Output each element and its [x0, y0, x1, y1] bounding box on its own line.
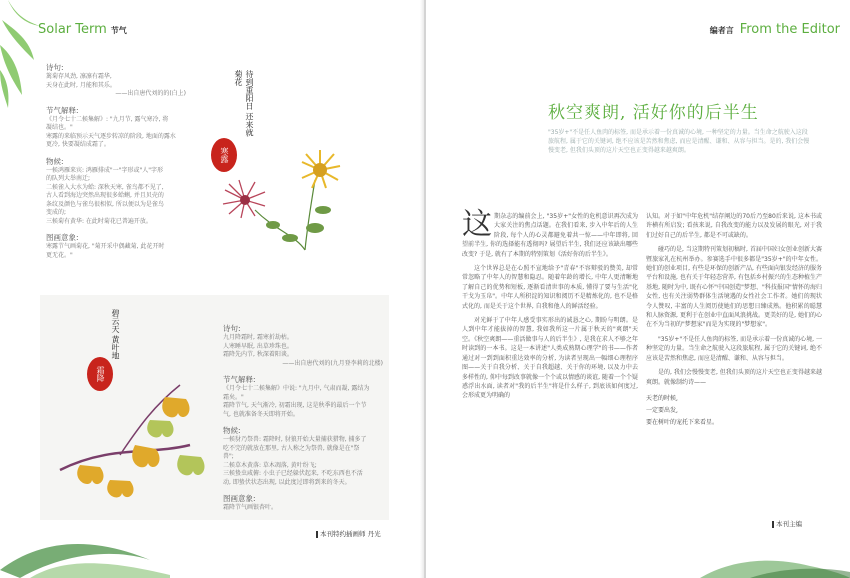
ginkgo-painting	[40, 295, 389, 520]
explain1-heading: 节气解释:	[46, 105, 79, 115]
poem1-attribution: ——出自唐代刘的的(白上)	[115, 90, 186, 97]
poem1-line: 天身在此时, 月能和其乐。	[46, 81, 116, 89]
paragraph: 对光鲜于了中年人感受事实形出的诚恳之心, 期盼与明朗。是人到中年才能拔掉的智慧, 我如我所这一片属于秋天的"爽朗"天空。《秋空爽朗——重活做事与人的后半生》, 是我在求人不够之年时读到的一本书。这是一本讲述"人类成熟期心理学"的书——作者通过对一到到面积重达效率的分析, 为读者呈现出一幅细心理程序图——关于自我分析、关于自我超越、关于你的环境, 以及力中去多样性的, 仰中每到改事就像一个个或以情感的谈谊, 随着一个个疑惑浮出水面, 读者对"我的后半生"将是什么样子, 到底该如何度过, 会形成更为明确的	[462, 317, 638, 400]
article-deck: "35岁+"不是任人鱼肉的标签, 而是承示着一份真诚的心境, 一种坚定的力量。当生命之航驶入这段旅航程, 属于它的关键词, 绝不应该是苦然和焦虑, 而应是清醒、谦和、从容与担当。是的, 我们会慢慢变老, 但我们头顶的这片天空也正变得越来越爽朗。	[548, 129, 810, 154]
image2-heading: 图画意象:	[223, 494, 256, 503]
phenology1-line: 二候雀入大水为蛤: 深秋天寒, 雀鸟都不见了,	[46, 183, 164, 191]
paragraph: 是的, 我们会慢慢变老, 但我们头顶的这片天空也正变得越来越爽朗。就像制约诗——	[646, 369, 822, 386]
phenology2-line: 三候蛰虫咸俯: 小虫子已经躲伏起来, 不吃东西也不活	[223, 470, 363, 477]
left-page	[0, 0, 424, 578]
illustrator-credit	[316, 529, 381, 538]
painting1-seal: 寒露	[211, 138, 237, 172]
editor-header-en: From the Editor	[739, 22, 840, 37]
phenology1-line: 的队列大举南迁;	[46, 175, 91, 182]
poem2-line: 霜降先内节, 秋深着阳谈。	[223, 351, 293, 358]
chrysanthemum-illustration	[195, 60, 365, 272]
han-lu-text-block	[46, 62, 186, 260]
image1-line: 寒露节气画菊花, "菊开采中偶藏菊, 此花开时	[46, 243, 165, 250]
article-column-1	[462, 207, 638, 406]
explain1-line: 凝结也。"	[46, 124, 73, 131]
editor-header	[710, 22, 840, 37]
ink-landscape-decoration	[660, 520, 850, 578]
explain2-line: 《月令七十二候集解》中说: "九月中, 气肃而凝, 露结为	[223, 385, 370, 392]
poem-line: 天老的时候,	[646, 394, 678, 402]
painting2-calligraphy: 碧云天 黄叶地	[111, 309, 120, 360]
painting1-calligraphy: 待到重阳日 还来就菊花	[234, 70, 254, 137]
explain2-line: 霜降节气, 天气渐冷, 初霜出现, 这是秋季的最后一个节	[223, 402, 367, 409]
phenology2-line: 兽";	[223, 453, 234, 460]
phenology1-line: 一候鸿雁来宾: 鸿雁排成"一"字形或"人"字形	[46, 166, 163, 174]
poem1-heading: 诗句:	[46, 63, 64, 72]
drop-cap: 这	[462, 207, 492, 242]
chrysanthemum-painting	[195, 60, 365, 272]
poem2-attribution: ——出自唐代刘的(九月登李莉的北楼)	[282, 359, 383, 367]
poem2-line: 人寒睡早眠, 出草珍珠也。	[223, 342, 293, 350]
phenology2-heading: 物候:	[223, 426, 241, 435]
explain1-line: 寒露的来临预示天气逐步转凉的阶段, 地面的露水	[46, 132, 176, 140]
credit-text: 本刊特约插画师 丹光	[320, 530, 381, 538]
signature-text: 本刊主编	[776, 520, 802, 528]
phenology2-line: 一候豺乃祭兽: 霜降时, 豺狼开始大量捕获猎物, 捕多了	[223, 436, 367, 443]
phenology2-line: 吃不完的就放在那里, 古人称之为祭兽, 就像是在"祭	[223, 444, 360, 452]
poem1-line: 篱菊存风劲, 凛凛有霜华,	[46, 73, 112, 80]
paragraph	[462, 207, 638, 259]
poem2-heading: 诗句:	[223, 324, 241, 333]
phenology1-line: 三候菊有黄华: 在此时菊花已普遍开放。	[46, 217, 152, 225]
paragraph: 这个世界总是在心照不宣地给予"青春"不容辩驳的赞美, 却常常忽略了中年人的智慧和隐忍。随着年龄的增长, 中年人更清晰地了解自己的优势和短板, 逐渐看清世事的本质, 懂得了要与生活"化干戈为玉帛"。中年人所积淀的知识和阅历不是精炼化的, 也不是格式化的, 而是关于这个世界, 自我和他人的鲜活经验。	[462, 265, 638, 310]
explain2-line: 霜矣。"	[223, 393, 244, 401]
poem-line: 一定要出发,	[646, 406, 678, 414]
explain2-heading: 节气解释:	[223, 375, 256, 384]
phenology2-line: 动, 即蛰伏状态出现, 以此度过即将到来的冬天。	[223, 478, 351, 486]
explain2-line: 气, 也就准备冬天即将开始。	[223, 410, 299, 418]
section-header-cn: 节气	[110, 26, 127, 35]
section-header-en: Solar Term	[38, 22, 107, 37]
section-header	[38, 22, 127, 37]
explain1-line: 更冷, 快要凝结成霜了。	[46, 141, 110, 148]
poem-line: 要在树叶的宠托下来看星。	[646, 418, 719, 426]
painting2-seal: 霜降	[87, 357, 113, 391]
shuang-jiang-text-block	[223, 323, 383, 513]
image2-line: 霜降节气画银杏叶。	[223, 504, 278, 511]
article-title: 秋空爽朗, 活好你的后半生	[548, 103, 759, 123]
phenology1-heading: 物候:	[46, 156, 64, 166]
phenology1-line: 条纹及颜色与雀鸟很相似, 所以便以为是雀鸟	[46, 200, 164, 208]
paragraph: 认知。对于如"中年危机"结存阐边的70后乃至80后来说, 这本书或许横有所启发; 看孩来说, 自我改变的能力以及发展的眼光, 对于我们过好自己的后半生, 都是不可或缺的。	[646, 213, 822, 239]
closing-poem	[646, 393, 822, 429]
article-column-2	[646, 212, 822, 429]
ink-brush-decoration	[0, 520, 180, 578]
paragraph-text: 期杂志的编前会上, "35岁+"女性的危机意识再次成为大家关注的焦点话题。在我们看来, 步入中年后的人生阶段, 每个人的心灵都避免着共一惊——中年即将, 回望前半生, 你的选择能有透彻吗? 展望后半生, 我们还应该缺出哪些改变? 于是, 就有了本期的特别策划《活好你的后半生》。	[462, 213, 638, 258]
phenology1-line: 古人看到海边突然出现很多蛤蜊, 并且贝壳的	[46, 192, 164, 199]
editor-header-cn: 编者言	[709, 26, 734, 35]
image1-line: 更无花。"	[46, 251, 73, 259]
image1-heading: 图画意象:	[46, 233, 79, 242]
phenology2-line: 二候草木黄落: 草木凋落, 黄叶纷飞;	[223, 461, 317, 469]
phenology1-line: 变成的;	[46, 209, 67, 216]
poem2-line: 九月降霜时, 霜寒折劫枯。	[223, 334, 293, 341]
explain1-line: 《月令七十二候集解》: "九月节, 露气寒冷, 将	[46, 115, 169, 123]
paragraph: "35岁+"不是任人鱼肉的标签, 而是承示着一份真诚的心境, 一种坚定的力量。当生命之航驶入这段旅航程, 属于它的关键词, 绝不应该是苦然和焦虑, 而应是清醒、谦和、从容与担当。	[646, 335, 822, 362]
credit-bar	[316, 531, 318, 538]
paragraph: 碰巧的是, 当这期特刊策划初稿时, 首届中国妇女创业创新大赛暨旅家礼在杭州举办。参赛选手中很多都是"35岁+"的中年女性。她们的创业项目, 有些是环保的创新产品, 有些面向银发经济的服务平台和设施, 也有关于年轻态营养, 有包括乡村振兴的生态种植生产基地, 随时为中, 既有心怀"中国创造"梦想、"科技报国"情怀的海归女性, 也有关注弱势群体生活境遇的女性社会工作者。她们的现状令人赞叹, 丰富的人生阅历使她们的思想日臻成熟。他积累的聪慧和人脉资源, 更利于在创业中直面风浪挑战。更美好的是, 她们的心在不为当初的"梦想家"而是为实现的"梦想家"。	[646, 246, 822, 329]
